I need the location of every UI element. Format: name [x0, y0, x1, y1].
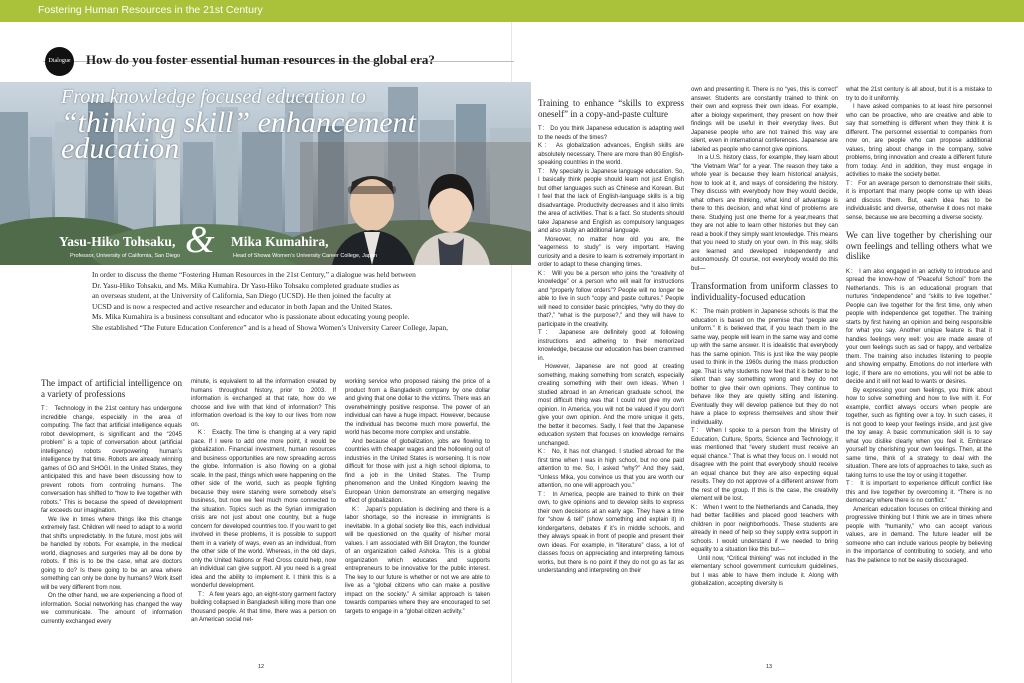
paragraph: On the other hand, we are experiencing a flood of information. Social networking has changed the way we communicate. The amount of information currently exchanged every: [41, 593, 182, 625]
ampersand: &: [185, 219, 215, 261]
paragraph: We live in times where things like this change extremely fast. Children will need to adapt to a world that shifts unpredictably. In the future, most jobs will be handled by robots. For example, in the medical world, diagnoses and surgeries may all be done by robots. If this is to be the case, what are doctors going to do? Is there going to be an area where something can only be done by humans? Work itself will be very different from now.: [41, 516, 182, 591]
paragraph: And because of globalization, jobs are flowing to countries with cheaper wages and the hollowing out of industries in the United States is worsening. It is now difficult for those with just a high school diploma, to find a job in the United States. The Trump phenomenon and the United Kingdom leaving the European Union demonstrate an emerging negative effect of globalization.: [345, 438, 490, 504]
article-column-3: [345, 378, 490, 662]
hero-heading-line1: From knowledge focused education to: [61, 86, 366, 108]
person1-role: Professor, University of California, San Diego: [70, 253, 181, 259]
paragraph: K： As globalization advances, English skills are absolutely necessary. There are more than 80 English-speaking countries in the world.: [538, 143, 684, 166]
person2-role: Head of Showa Women’s University Career College, Japan: [233, 253, 378, 259]
paragraph: T： In America, people are trained to think on their own, to give opinions and to develop skills to express their own decisions at an early age. They have a time for “show & tell” (show something and explain it) in kindergartens, debates if it’s in middle schools, and they always speak in front of people and present their own ideas. For example, in “literature” class, a lot of classes focus on appreciating and interpreting famous works, but there is no point if they do not go as far as understanding and interpreting on their: [538, 491, 684, 574]
paragraph: T： Japanese are definitely good at following instructions and adhering to their memorized knowledge, because our education has been crammed in.: [538, 330, 684, 362]
paragraph: what the 21st century is all about, but it is a mistake to try to do it uniformly.: [846, 87, 992, 102]
person2-name: Mika Kumahira,: [231, 234, 329, 249]
paragraph: T： When I spoke to a person from the Ministry of Education, Culture, Sports, Science and Technology, it was mentioned that “every student must receive an equal chance.” That is what they focus on. I would not disagree with the point that everybody should receive an equal chance but they are also expecting equal results. They do not approve of a different answer from the rest of the group. If this is the case, the creativity element will be lost.: [691, 428, 838, 502]
paragraph: K： I am also engaged in an activity to introduce and spread the know-how of “Peaceful School” from the Netherlands. This is an educational program that nurtures “independence” and “skills to live together.” People can live together for the first time, only when people with independence get together. The training starts by first having an opinion and being responsible for what you say. Another unique feature is that it handles feelings very well: you are made aware of your own feelings such as sad or happy, and verbalize them. The training also includes listening to people and showing empathy. Emotions do not interfere with logic, if there are no emotions, you will not be able to decide and it will not lead to wants or desires.: [846, 268, 992, 385]
paragraph: K： No, it has not changed. I studied abroad for the first time when I was in high school, but no one paid attention to me. So, I asked “why?” And they said, “Unless Mika, you convince us that you are worth our attention, no one will approach you.”: [538, 449, 684, 489]
paragraph: Moreover, no matter how old you are, the “eagerness to study” is very important. Having curiosity and a desire to learn is extremely important in order to adapt to these changing times.: [538, 236, 684, 268]
dialogue-question: How do you foster essential human resources in the global era?: [86, 52, 435, 67]
intro-line: She established “The Future Education Conference” and is a head of Showa Women’s University Career College, Japan,: [92, 322, 448, 332]
paragraph: Until now, “Critical thinking” was not included in the elementary school government curriculum guidelines, but I was able to have them include it. Along with globalization, accepting diversity is: [691, 555, 838, 587]
intro-line: In order to discuss the theme “Fostering Human Resources in the 21st Century,” a dialogue was held between: [92, 270, 416, 279]
person1-name: Yasu-Hiko Tohsaku,: [59, 234, 176, 249]
section-heading: We can live together by cherishing our own feelings and telling others what we dislike: [846, 230, 992, 261]
article-column-5: [691, 86, 838, 662]
paragraph: T： It is important to experience difficult conflict like this and live together by overcoming it. “There is no democracy where there is no conflict.”: [846, 481, 992, 504]
paragraph: minute, is equivalent to all the information created by humans throughout history, prior to 2003. If information is exchanged at that rate, how do we choose and live with that kind of information? This information overload is the key to our lives from now on.: [191, 379, 336, 428]
paragraph: K： Japan’s population is declining and there is a labor shortage, so the increase in immigrants is inevitable. In a global society like this, each individual will be questioned on the quality of his/her moral values. I am associated with Bill Drayton, the founder of an organization called Ashoka. This is a global organization which educates and supports entrepreneurs to be innovative for the public interest. The key to our future is whether or not we are able to live as a “global citizens who can make a positive impact on the society.” A similar approach is taken towards companies where they are encouraged to set targets to engage in a “global citizen activity.”: [345, 506, 490, 615]
section-heading: The impact of artificial intelligence on a variety of professions: [41, 378, 182, 399]
paragraph: By expressing your own feelings, you think about how to solve something and how to live with it. For example, conflict always occurs when people are together, such as fighting over a toy. In such cases, it is not good to keep your feelings inside, and just give the toy away. A basic communication skill is to say what you dislike clearly when you feel it. Embrace yourself by cherishing your own feelings. Then, at the same time, think of a strategy to deal with the situation. There are lots of approaches to take, such as taking turns to use the toy or using it together.: [846, 387, 992, 479]
paragraph: K： Will you be a person who joins the “creativity of knowledge” or a person who will wait for instructions and “properly follow orders”? People will no longer be able to live in such “copy and paste cultures.” People will need to consider basic principles, “why do they do that?,” “what is the purpose?,” and they will have to participate in the creativity.: [538, 270, 684, 328]
paragraph: T： Do you think Japanese education is adapting well to the needs of the times?: [538, 126, 684, 141]
paragraph: K： When I went to the Netherlands and Canada, they had better facilities and placed good teachers with children in poor neighborhoods. These students are already in need of help so they supply extra support in schools. I would understand if we needed to bring equality to a situation like this but—: [691, 504, 838, 553]
paragraph: However, Japanese are not good at creating something, making something from scratch, especially creating something with their own ideas. When I studied abroad in an American graduate school, the most difficult thing was that I could not give my own opinion. In America, you will not be valued if you don’t give your own opinion. And the more unique it gets, the better it becomes. Sadly, I feel that the Japanese education system that focuses on knowledge remains unchanged.: [538, 364, 684, 447]
section-heading: Transformation from uniform classes to individuality-focused education: [691, 281, 838, 302]
article-column-1: [41, 378, 182, 662]
dialogue-badge: Dialogue: [45, 47, 74, 76]
intro-line: Ms. Mika Kumahira is a business consultant and educator who is passionate about educating young people.: [92, 312, 410, 322]
page-number-left: 12: [258, 664, 265, 670]
hero-heading: [61, 84, 531, 165]
paragraph: T： Technology in the 21st century has undergone incredible change, especially in the area of computing. The fact that artificial intelligence equals robot development, is significant and the “2045 problem” is a topic of conversation about (artificial intelligence) robots overpowering human’s intelligence by that time. Robots are already winning games of GO and SHOGI. In the United States, they anticipated this and have been discussing how to prevent robots from controling humans. The conversation has shifted to “how to live together with robots.” This is because the speed of development far exceeds our imagination.: [41, 406, 182, 514]
header-title: Fostering Human Resources in the 21st Century: [38, 4, 263, 16]
paragraph: K： Exactly. The time is changing at a very rapid pace. If I were to add one more point, it would be globalization. Financial investment, human resources and business opportunities are now spreading across the globe. Information is also flowing on a global scale. In the past, things which were happening on the other side of the world, such as people fighting because they were starving were somebody else’s business, but now we feel much more connected to the situation. Topics such as the Syrian immigration crisis are not just about one country, but a huge concern for developed countries too. If you want to get involved in these problems, it is possible to support them in a variety of ways, even as an individual, from the other side of the world. Whereas, in the old days, only the United Nations or Red Cross could help, now an individual can give support. All you need is a great idea and the ability to implement it. I think this is a wonderful development.: [191, 430, 336, 589]
header-band: [0, 0, 1024, 22]
intro-text: [92, 270, 512, 334]
paragraph: T： My specialty is Japanese language education. So, I basically think people should learn not just English but other languages such as Chinese and Korean. But I feel that the lack of English-language skills is a big disadvantage. Productivity decreases and it also limits the area of activities. That is a fact. So students should take Japanese and English as compulsory languages and also study an additional language.: [538, 168, 684, 234]
page-number-right: 13: [766, 664, 773, 670]
paragraph: working service who proposed raising the price of a product from a Bangladesh company by one dollar and giving that one dollar to the victims. There was an overwhelmingly positive response. The power of an individual can have a huge impact. However, because the individual has become much more powerful, the world has become more complex and unstable.: [345, 379, 490, 436]
paragraph: I have asked companies to at least hire personnel who can be proactive, who are creative and able to say that something is different when they think it is different. The personnel essential to companies from now on, are people who can propose additional values, bring about change in the company, solve problems, bring innovation and create a different future from today. And in addition, they must engage in activities to make the society better.: [846, 104, 992, 178]
paragraph: T： For an average person to demonstrate their skills, it is important that many people come up with ideas and discuss them. But, each idea has to be individualistic and diverse, otherwise it does not make sense, because we are becoming a diverse society.: [846, 180, 992, 221]
paragraph: In a U.S. history class, for example, they learn about “the Vietnam War” for a year. The reason they take a whole year is because they learn historical analysis, how to look at it, and ways of considering the history. They discuss with everybody how they would decide, what others are thinking, what kind of advantage is there to this decision, and what kind of problems are there. Studying just one theme for a year,means that they are not able to learn other histories but they can read a book if they simply want knowledge. This means that you need to study on your own. In this way, skills are learned and developed independently and autonomously. Of course, not everybody would do this but—: [691, 155, 838, 272]
section-heading: Training to enhance “skills to express oneself” in a copy-and-paste culture: [538, 98, 684, 119]
intro-line: an overseas student, at the University of California, San Diego (UCSD). He then joined the faculty at: [92, 291, 392, 301]
paragraph: K： The main problem in Japanese schools is that the education is based on the premise that “people are uniform.” It is believed that, if you teach them in the same way, people will learn in the same way and come up with the same answer. It is idealistic that everybody has the same opinion. This is just like the way people used to think in the 1960s during the mass production age. That is why students now feel that it is better to be silent than say something wrong and they do not bother to give their own opinions. They continue to behave like they are quietly sitting and listening. Eventually they will develop patience but they do not have a place to express themselves and show their individuality.: [691, 309, 838, 426]
intro-line: Dr. Yasu-Hiko Tohsaku, and Ms. Mika Kumahira. Dr Yasu-Hiko Tohsaku completed graduate studies as: [92, 280, 400, 290]
paragraph: American education focuses on critical thinking and progressive thinking but I think we are in times where people with “humanity,” who can accept various values, are in demand. The future leader will be someone who can include various people by believing in the importance of contributing to society, and who has the patience to not be easily discouraged.: [846, 506, 992, 564]
article-column-2: [191, 378, 336, 662]
hero-photo: [0, 82, 531, 265]
paragraph: own and presenting it. There is no “yes, this is correct” answer. Students are constantly trained to think on their own and express their own ideas. For example, after a biology experiment, they present on how their findings will be useful in their everyday lives. But Japanese people who are not trained this way are silent, even in international conferences. Japanese are labeled as people who cannot give opinions.: [691, 87, 838, 153]
article-column-6: [846, 86, 992, 662]
paragraph: T： A few years ago, an eight-story garment factory building collapsed in Bangladesh killing more than one thousand people. At that time, there was a person on an American social net-: [191, 591, 336, 623]
intro-line: UCSD and is now a respected and active researcher and educator in both Japan and the United States.: [92, 301, 393, 311]
article-column-4: [538, 98, 684, 662]
hero-heading-line2: “thinking skill” enhancement education: [61, 106, 416, 165]
